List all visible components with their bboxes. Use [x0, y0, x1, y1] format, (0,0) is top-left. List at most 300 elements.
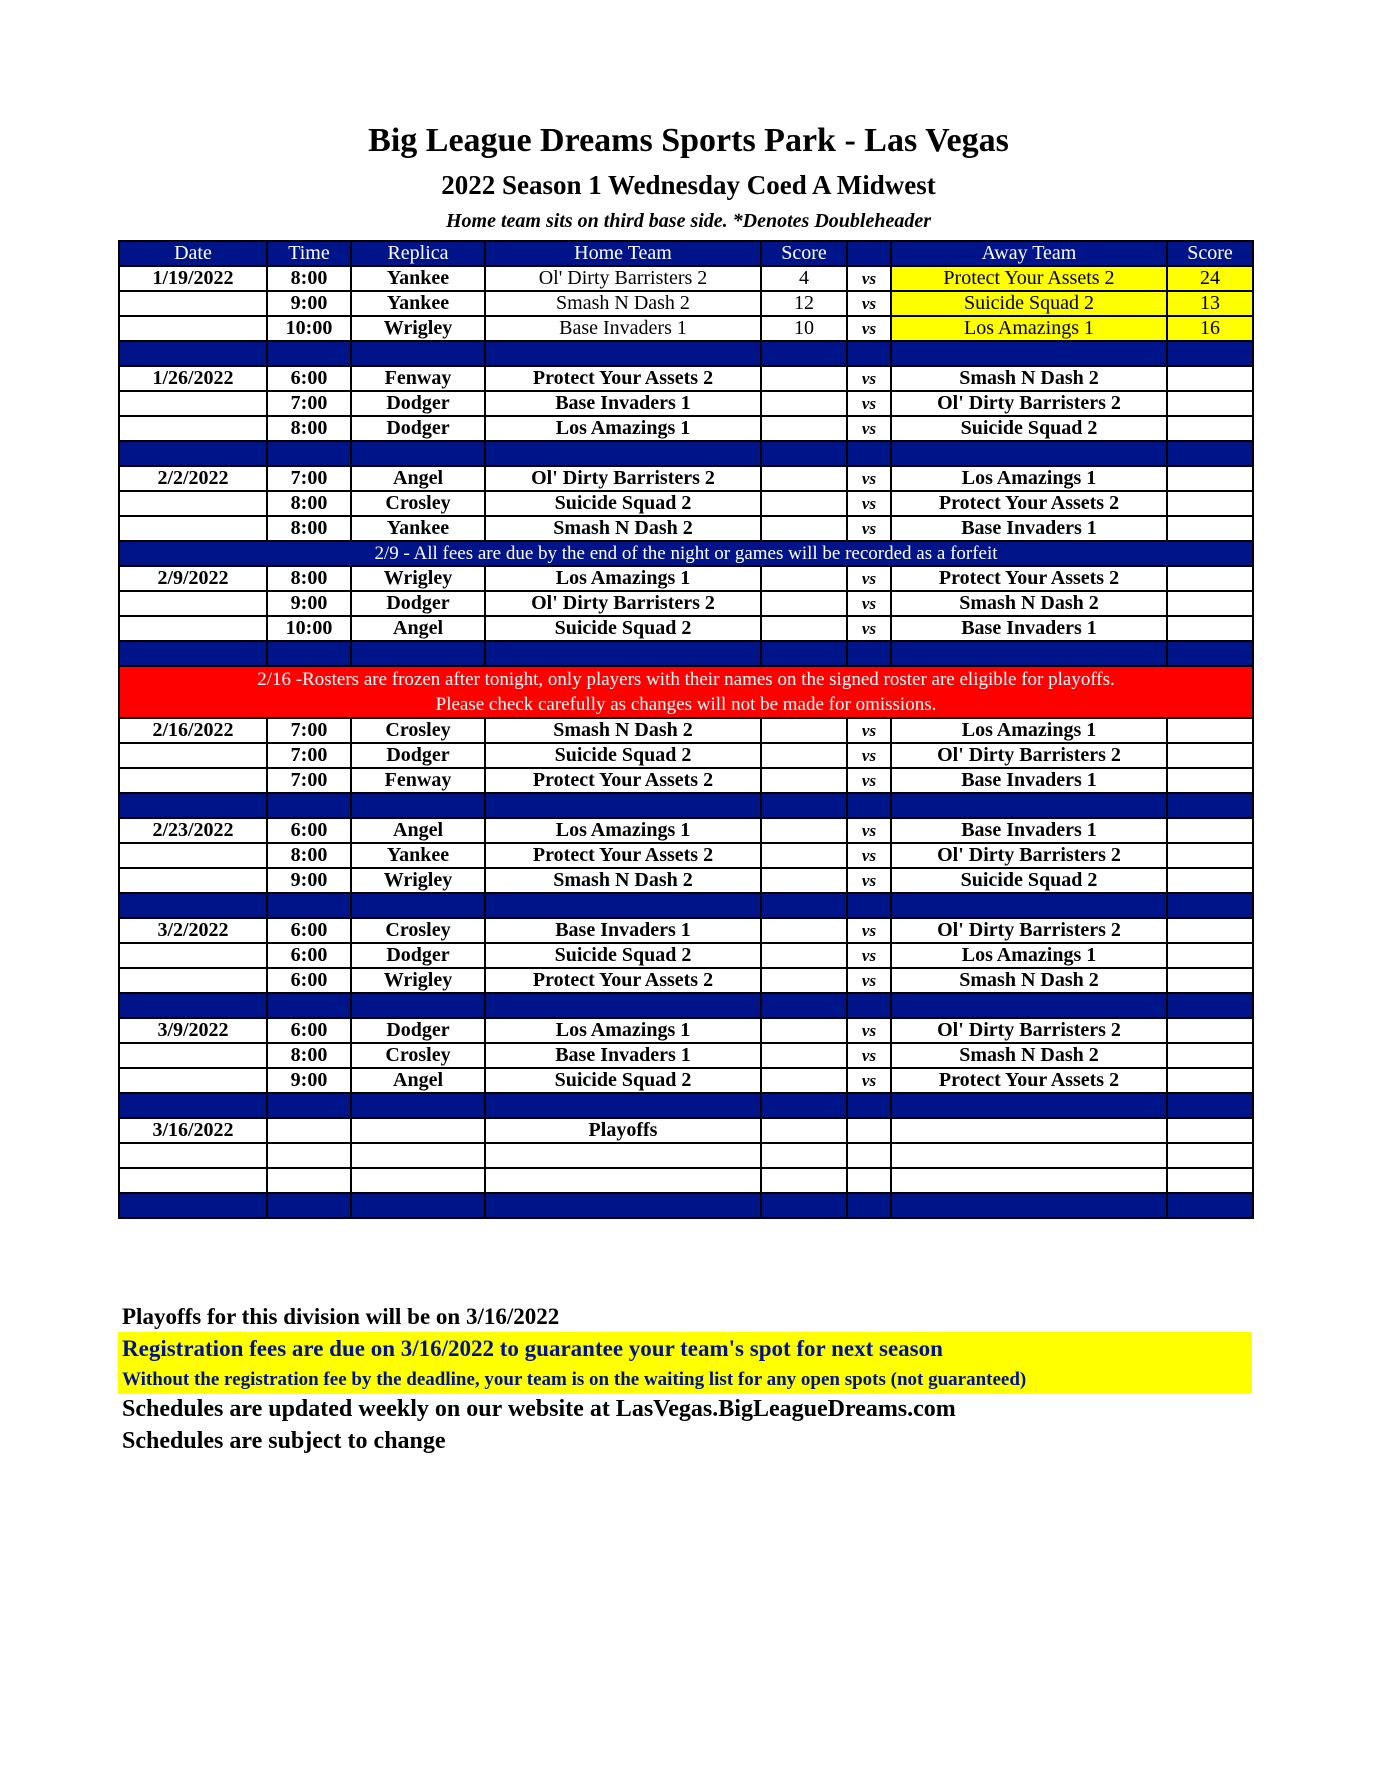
separator-cell: [485, 641, 761, 666]
away-team-cell: Suicide Squad 2: [891, 416, 1167, 441]
field-cell: Yankee: [351, 516, 485, 541]
away-score-cell: [1167, 416, 1253, 441]
date-cell: [119, 843, 267, 868]
table-row: [119, 291, 1253, 316]
field-cell: Yankee: [351, 291, 485, 316]
field-cell: Angel: [351, 1068, 485, 1093]
away-team-cell: Base Invaders 1: [891, 516, 1167, 541]
table-row: [119, 391, 1253, 416]
schedule-body: [119, 266, 1253, 1218]
field-cell: Fenway: [351, 768, 485, 793]
empty-cell: [891, 1168, 1167, 1193]
col-home-score: Score: [761, 241, 847, 266]
empty-cell: [119, 1143, 267, 1168]
empty-cell: [119, 1168, 267, 1193]
separator-cell: [761, 441, 847, 466]
home-team-cell: Base Invaders 1: [485, 918, 761, 943]
field-cell: Crosley: [351, 491, 485, 516]
separator-cell: [351, 1093, 485, 1118]
separator-cell: [267, 1193, 351, 1218]
home-team-cell: Base Invaders 1: [485, 316, 761, 341]
home-team-cell: Suicide Squad 2: [485, 616, 761, 641]
field-cell: Wrigley: [351, 968, 485, 993]
away-score-cell: [1167, 466, 1253, 491]
separator-cell: [891, 993, 1167, 1018]
time-cell: 7:00: [267, 768, 351, 793]
table-row: [119, 868, 1253, 893]
home-team-cell: Ol' Dirty Barristers 2: [485, 466, 761, 491]
away-team-cell: Smash N Dash 2: [891, 1043, 1167, 1068]
home-score-cell: [761, 818, 847, 843]
home-team-cell: Suicide Squad 2: [485, 743, 761, 768]
date-cell: [119, 1068, 267, 1093]
vs-cell: vs: [847, 316, 891, 341]
away-team-cell: Los Amazings 1: [891, 316, 1167, 341]
home-team-cell: Protect Your Assets 2: [485, 768, 761, 793]
separator-cell: [485, 793, 761, 818]
home-score-cell: [761, 868, 847, 893]
away-score-cell: [1167, 818, 1253, 843]
home-score-cell: [761, 416, 847, 441]
date-cell: 3/9/2022: [119, 1018, 267, 1043]
vs-cell: vs: [847, 616, 891, 641]
table-row: [119, 316, 1253, 341]
time-cell: 9:00: [267, 291, 351, 316]
home-team-cell: Ol' Dirty Barristers 2: [485, 266, 761, 291]
field-cell: Crosley: [351, 1043, 485, 1068]
empty-cell: [485, 1143, 761, 1168]
separator-row: [119, 1093, 1253, 1118]
separator-cell: [847, 1193, 891, 1218]
home-team-cell: Smash N Dash 2: [485, 291, 761, 316]
field-cell: Dodger: [351, 591, 485, 616]
col-replica: Replica: [351, 241, 485, 266]
separator-cell: [119, 993, 267, 1018]
home-score-cell: [761, 366, 847, 391]
away-score-cell: 13: [1167, 291, 1253, 316]
date-cell: 2/9/2022: [119, 566, 267, 591]
page-subtitle: 2022 Season 1 Wednesday Coed A Midwest: [441, 170, 936, 200]
page-title: Big League Dreams Sports Park - Las Vegas: [368, 122, 1009, 159]
col-date: Date: [119, 241, 267, 266]
playoff-row: [119, 1118, 1253, 1143]
separator-cell: [847, 1093, 891, 1118]
vs-cell: vs: [847, 918, 891, 943]
separator-cell: [891, 441, 1167, 466]
fees-notice-row: [119, 541, 1253, 566]
vs-cell: vs: [847, 968, 891, 993]
away-score-cell: [1167, 1118, 1253, 1143]
table-row: [119, 491, 1253, 516]
away-team-cell: Suicide Squad 2: [891, 868, 1167, 893]
roster-notice-row: [119, 666, 1253, 718]
empty-cell: [351, 1143, 485, 1168]
vs-cell: vs: [847, 1043, 891, 1068]
home-score-cell: 4: [761, 266, 847, 291]
vs-cell: vs: [847, 491, 891, 516]
date-cell: [119, 491, 267, 516]
home-score-cell: [761, 491, 847, 516]
away-team-cell: Smash N Dash 2: [891, 591, 1167, 616]
home-team-cell: Los Amazings 1: [485, 818, 761, 843]
separator-cell: [485, 341, 761, 366]
vs-cell: vs: [847, 943, 891, 968]
home-team-cell: Protect Your Assets 2: [485, 366, 761, 391]
time-cell: 6:00: [267, 918, 351, 943]
table-row: [119, 718, 1253, 743]
away-score-cell: [1167, 491, 1253, 516]
field-cell: Fenway: [351, 366, 485, 391]
separator-cell: [485, 893, 761, 918]
fees-notice: 2/9 - All fees are due by the end of the night or games will be recorded as a forfeit: [119, 541, 1253, 566]
home-score-cell: [761, 768, 847, 793]
away-score-cell: [1167, 516, 1253, 541]
home-score-cell: [761, 968, 847, 993]
separator-cell: [351, 641, 485, 666]
away-score-cell: [1167, 968, 1253, 993]
empty-cell: [267, 1168, 351, 1193]
field-cell: Wrigley: [351, 566, 485, 591]
away-score-cell: [1167, 1043, 1253, 1068]
away-team-cell: Los Amazings 1: [891, 466, 1167, 491]
home-team-cell: Protect Your Assets 2: [485, 968, 761, 993]
away-team-cell: Ol' Dirty Barristers 2: [891, 843, 1167, 868]
empty-cell: [351, 1168, 485, 1193]
home-team-cell: Los Amazings 1: [485, 416, 761, 441]
home-score-cell: [761, 918, 847, 943]
separator-cell: [1167, 1093, 1253, 1118]
table-row: [119, 968, 1253, 993]
table-row: [119, 1068, 1253, 1093]
time-cell: 6:00: [267, 968, 351, 993]
table-row: [119, 1043, 1253, 1068]
field-cell: Crosley: [351, 918, 485, 943]
empty-cell: [847, 1168, 891, 1193]
time-cell: 9:00: [267, 591, 351, 616]
col-away-score: Score: [1167, 241, 1253, 266]
away-score-cell: [1167, 616, 1253, 641]
time-cell: 8:00: [267, 566, 351, 591]
date-cell: [119, 516, 267, 541]
field-cell: Dodger: [351, 743, 485, 768]
home-team-cell: Suicide Squad 2: [485, 1068, 761, 1093]
table-row: [119, 616, 1253, 641]
field-cell: Dodger: [351, 1018, 485, 1043]
home-score-cell: [761, 516, 847, 541]
date-cell: [119, 416, 267, 441]
separator-row: [119, 793, 1253, 818]
empty-row: [119, 1143, 1253, 1168]
separator-cell: [891, 641, 1167, 666]
time-cell: 10:00: [267, 616, 351, 641]
vs-cell: vs: [847, 1018, 891, 1043]
field-cell: Dodger: [351, 943, 485, 968]
time-cell: 8:00: [267, 266, 351, 291]
table-row: [119, 818, 1253, 843]
table-row: [119, 366, 1253, 391]
away-team-cell: Base Invaders 1: [891, 616, 1167, 641]
away-team-cell: Ol' Dirty Barristers 2: [891, 743, 1167, 768]
table-row: [119, 943, 1253, 968]
col-away-team: Away Team: [891, 241, 1167, 266]
time-cell: 9:00: [267, 1068, 351, 1093]
date-cell: [119, 291, 267, 316]
table-row: [119, 566, 1253, 591]
separator-cell: [891, 793, 1167, 818]
table-row: [119, 843, 1253, 868]
vs-cell: vs: [847, 818, 891, 843]
home-score-cell: [761, 843, 847, 868]
separator-cell: [351, 441, 485, 466]
away-score-cell: [1167, 768, 1253, 793]
registration-detail: Without the registration fee by the deadline, your team is on the waiting list for any open spots (not guaranteed): [122, 1369, 1027, 1390]
time-cell: 6:00: [267, 943, 351, 968]
date-cell: 2/2/2022: [119, 466, 267, 491]
date-cell: 2/16/2022: [119, 718, 267, 743]
empty-cell: [485, 1168, 761, 1193]
field-cell: Crosley: [351, 718, 485, 743]
vs-cell: vs: [847, 1068, 891, 1093]
roster-notice-line-1: 2/16 -Rosters are frozen after tonight, only players with their names on the signed roster are eligible for playoffs.: [257, 669, 1115, 690]
time-cell: 9:00: [267, 868, 351, 893]
separator-cell: [267, 441, 351, 466]
schedule-table: [118, 240, 1254, 1219]
time-cell: 7:00: [267, 743, 351, 768]
time-cell: 6:00: [267, 1018, 351, 1043]
field-cell: Angel: [351, 818, 485, 843]
home-team-cell: Base Invaders 1: [485, 391, 761, 416]
away-team-cell: Protect Your Assets 2: [891, 566, 1167, 591]
vs-cell: vs: [847, 743, 891, 768]
field-cell: Dodger: [351, 391, 485, 416]
separator-cell: [485, 1093, 761, 1118]
away-score-cell: [1167, 718, 1253, 743]
separator-row: [119, 893, 1253, 918]
separator-cell: [351, 993, 485, 1018]
home-team-cell: Smash N Dash 2: [485, 868, 761, 893]
separator-cell: [119, 1093, 267, 1118]
separator-cell: [119, 441, 267, 466]
away-team-cell: Protect Your Assets 2: [891, 1068, 1167, 1093]
separator-cell: [267, 893, 351, 918]
home-team-cell: Los Amazings 1: [485, 566, 761, 591]
home-score-cell: [761, 1043, 847, 1068]
date-cell: [119, 968, 267, 993]
field-cell: Angel: [351, 616, 485, 641]
away-team-cell: [891, 1118, 1167, 1143]
table-header-row: [119, 241, 1253, 266]
home-team-cell: Smash N Dash 2: [485, 516, 761, 541]
playoffs-note: Playoffs for this division will be on 3/16/2022: [122, 1304, 560, 1329]
vs-cell: vs: [847, 266, 891, 291]
away-score-cell: [1167, 1018, 1253, 1043]
time-cell: 8:00: [267, 1043, 351, 1068]
vs-cell: vs: [847, 366, 891, 391]
separator-cell: [267, 993, 351, 1018]
vs-cell: vs: [847, 516, 891, 541]
home-score-cell: [761, 391, 847, 416]
separator-cell: [1167, 1193, 1253, 1218]
time-cell: 8:00: [267, 516, 351, 541]
date-cell: [119, 868, 267, 893]
separator-cell: [891, 1193, 1167, 1218]
separator-cell: [267, 1093, 351, 1118]
separator-cell: [761, 1193, 847, 1218]
separator-cell: [485, 1193, 761, 1218]
table-row: [119, 768, 1253, 793]
website-note: Schedules are updated weekly on our website at LasVegas.BigLeagueDreams.com: [122, 1396, 956, 1422]
home-team-cell: Los Amazings 1: [485, 1018, 761, 1043]
home-team-cell: Ol' Dirty Barristers 2: [485, 591, 761, 616]
roster-notice-line-2: Please check carefully as changes will not be made for omissions.: [435, 694, 937, 715]
separator-cell: [1167, 341, 1253, 366]
separator-cell: [1167, 641, 1253, 666]
date-cell: 1/19/2022: [119, 266, 267, 291]
away-team-cell: Ol' Dirty Barristers 2: [891, 391, 1167, 416]
separator-cell: [847, 893, 891, 918]
date-cell: 2/23/2022: [119, 818, 267, 843]
vs-cell: vs: [847, 416, 891, 441]
empty-cell: [1167, 1168, 1253, 1193]
home-score-cell: [761, 943, 847, 968]
separator-cell: [119, 341, 267, 366]
home-team-cell: Protect Your Assets 2: [485, 843, 761, 868]
separator-cell: [891, 1093, 1167, 1118]
away-score-cell: [1167, 391, 1253, 416]
home-team-cell: Suicide Squad 2: [485, 491, 761, 516]
table-row: [119, 266, 1253, 291]
away-team-cell: Base Invaders 1: [891, 768, 1167, 793]
change-note: Schedules are subject to change: [122, 1428, 446, 1454]
vs-cell: vs: [847, 566, 891, 591]
field-cell: Wrigley: [351, 316, 485, 341]
home-team-cell: Suicide Squad 2: [485, 943, 761, 968]
separator-cell: [485, 993, 761, 1018]
separator-row: [119, 641, 1253, 666]
registration-note: Registration fees are due on 3/16/2022 to guarantee your team's spot for next season: [122, 1336, 943, 1361]
away-team-cell: Base Invaders 1: [891, 818, 1167, 843]
field-cell: [351, 1118, 485, 1143]
away-team-cell: Los Amazings 1: [891, 943, 1167, 968]
date-cell: 3/16/2022: [119, 1118, 267, 1143]
separator-row: [119, 341, 1253, 366]
empty-cell: [761, 1143, 847, 1168]
empty-cell: [267, 1143, 351, 1168]
field-cell: Wrigley: [351, 868, 485, 893]
home-score-cell: [761, 718, 847, 743]
date-cell: [119, 1043, 267, 1068]
date-cell: [119, 316, 267, 341]
time-cell: 8:00: [267, 843, 351, 868]
away-score-cell: [1167, 743, 1253, 768]
vs-cell: vs: [847, 291, 891, 316]
playoffs-label: Playoffs: [485, 1118, 761, 1143]
separator-cell: [485, 441, 761, 466]
date-cell: 1/26/2022: [119, 366, 267, 391]
home-score-cell: [761, 743, 847, 768]
col-home-team: Home Team: [485, 241, 761, 266]
home-score-cell: [761, 591, 847, 616]
home-team-note: Home team sits on third base side. *Denotes Doubleheader: [446, 210, 931, 232]
separator-cell: [847, 441, 891, 466]
separator-cell: [1167, 441, 1253, 466]
separator-cell: [1167, 793, 1253, 818]
time-cell: 10:00: [267, 316, 351, 341]
away-score-cell: [1167, 843, 1253, 868]
separator-cell: [119, 793, 267, 818]
separator-row: [119, 993, 1253, 1018]
table-row: [119, 416, 1253, 441]
vs-cell: vs: [847, 718, 891, 743]
separator-row: [119, 441, 1253, 466]
date-cell: 3/2/2022: [119, 918, 267, 943]
table-row: [119, 918, 1253, 943]
home-score-cell: [761, 1118, 847, 1143]
separator-cell: [847, 993, 891, 1018]
field-cell: Dodger: [351, 416, 485, 441]
table-row: [119, 591, 1253, 616]
vs-cell: vs: [847, 391, 891, 416]
date-cell: [119, 768, 267, 793]
time-cell: [267, 1118, 351, 1143]
date-cell: [119, 943, 267, 968]
empty-cell: [891, 1143, 1167, 1168]
away-team-cell: Ol' Dirty Barristers 2: [891, 918, 1167, 943]
time-cell: 7:00: [267, 391, 351, 416]
field-cell: Yankee: [351, 843, 485, 868]
separator-cell: [267, 641, 351, 666]
time-cell: 7:00: [267, 466, 351, 491]
col-time: Time: [267, 241, 351, 266]
field-cell: Yankee: [351, 266, 485, 291]
col-vs: [847, 241, 891, 266]
away-score-cell: [1167, 566, 1253, 591]
separator-cell: [119, 641, 267, 666]
separator-cell: [351, 793, 485, 818]
separator-row: [119, 1193, 1253, 1218]
date-cell: [119, 391, 267, 416]
separator-cell: [847, 641, 891, 666]
vs-cell: vs: [847, 768, 891, 793]
separator-cell: [351, 1193, 485, 1218]
vs-cell: vs: [847, 843, 891, 868]
home-score-cell: [761, 466, 847, 491]
separator-cell: [267, 793, 351, 818]
away-score-cell: 24: [1167, 266, 1253, 291]
home-score-cell: 10: [761, 316, 847, 341]
separator-cell: [847, 341, 891, 366]
field-cell: Angel: [351, 466, 485, 491]
time-cell: 7:00: [267, 718, 351, 743]
away-score-cell: [1167, 918, 1253, 943]
vs-cell: [847, 1118, 891, 1143]
separator-cell: [761, 993, 847, 1018]
home-team-cell: Smash N Dash 2: [485, 718, 761, 743]
away-team-cell: Smash N Dash 2: [891, 968, 1167, 993]
away-team-cell: Protect Your Assets 2: [891, 491, 1167, 516]
away-score-cell: [1167, 868, 1253, 893]
away-team-cell: Smash N Dash 2: [891, 366, 1167, 391]
separator-cell: [891, 341, 1167, 366]
separator-cell: [267, 341, 351, 366]
separator-cell: [119, 893, 267, 918]
away-team-cell: Los Amazings 1: [891, 718, 1167, 743]
away-score-cell: [1167, 943, 1253, 968]
empty-cell: [1167, 1143, 1253, 1168]
away-score-cell: [1167, 591, 1253, 616]
separator-cell: [891, 893, 1167, 918]
away-score-cell: [1167, 366, 1253, 391]
